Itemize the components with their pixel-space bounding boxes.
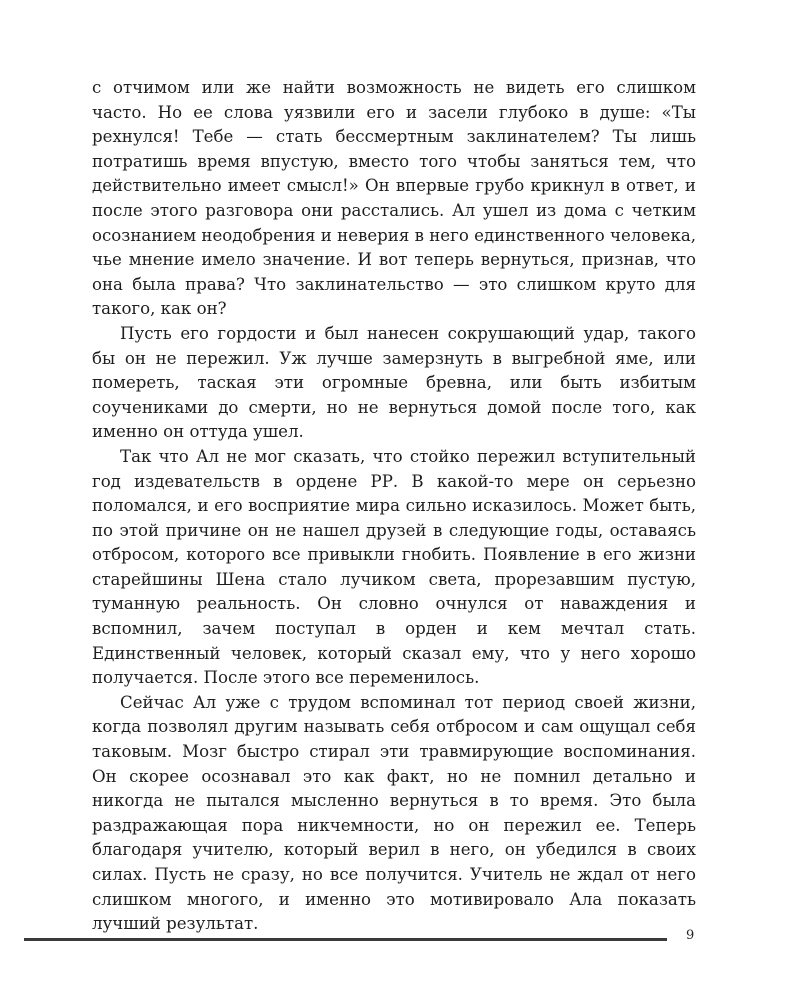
paragraph-memories: Сейчас Ал уже с трудом вспоминал тот период своей жизни, когда позволял другим называть себя отбросом и сам ощущал себя таковым. Мозг быстро стирал эти травмирующие воспоминания. Он скорее осознавал это как факт, но не помнил детально и никогда не пытался мысленно вернуться в то время. Это была раздражающая пора никчемности, но он пережил ее. Теперь благодаря учителю, который верил в него, он убедился в своих силах. Пусть не сразу, но все получится. Учитель не ждал от него слишком многого, и именно это мотивировало Ала показать лучший результат. (92, 692, 696, 934)
paragraph-continuation: с отчимом или же найти возможность не видеть его слишком часто. Но ее слова уязвили его и засели глубоко в душе: «Ты рехнулся! Тебе — стать бессмертным заклинателем? Ты лишь потратишь время впустую, вместо того чтобы заняться тем, что действительно имеет смысл!» Он впервые грубо крикнул в ответ, и после этого разговора они расстались. Ал ушел из дома с четким осознанием неодобрения и неверия в него единственного человека, чье мнение имело значение. И вот теперь вернуться, признав, что она была права? Что заклинательство — это слишком круто для такого, как он? (92, 78, 696, 319)
paragraph-pride: Пусть его гордости и был нанесен сокрушающий удар, такого бы он не пережил. Уж лучше замерзнуть в выгребной яме, или помереть, таская эти огромные бревна, или быть избитым соучениками до смерти, но не вернуться домой после того, как именно он оттуда ушел. (92, 323, 696, 442)
footer-rule (24, 938, 667, 941)
body-text (92, 76, 696, 937)
page-number: 9 (686, 928, 695, 943)
paragraph-first-year: Так что Ал не мог сказать, что стойко пережил вступительный год издевательств в ордене РР. В какой-то мере он серьезно поломался, и его восприятие мира сильно исказилось. Может быть, по этой причине он не нашел друзей в следующие годы, оставаясь отбросом, которого все привыкли гнобить. Появление в его жизни старейшины Шена стало лучиком света, прорезавшим пустую, туманную реальность. Он словно очнулся от наваждения и вспомнил, зачем поступал в орден и кем мечтал стать. Единственный человек, который сказал ему, что у него хорошо получается. После этого все переменилось. (92, 446, 696, 688)
